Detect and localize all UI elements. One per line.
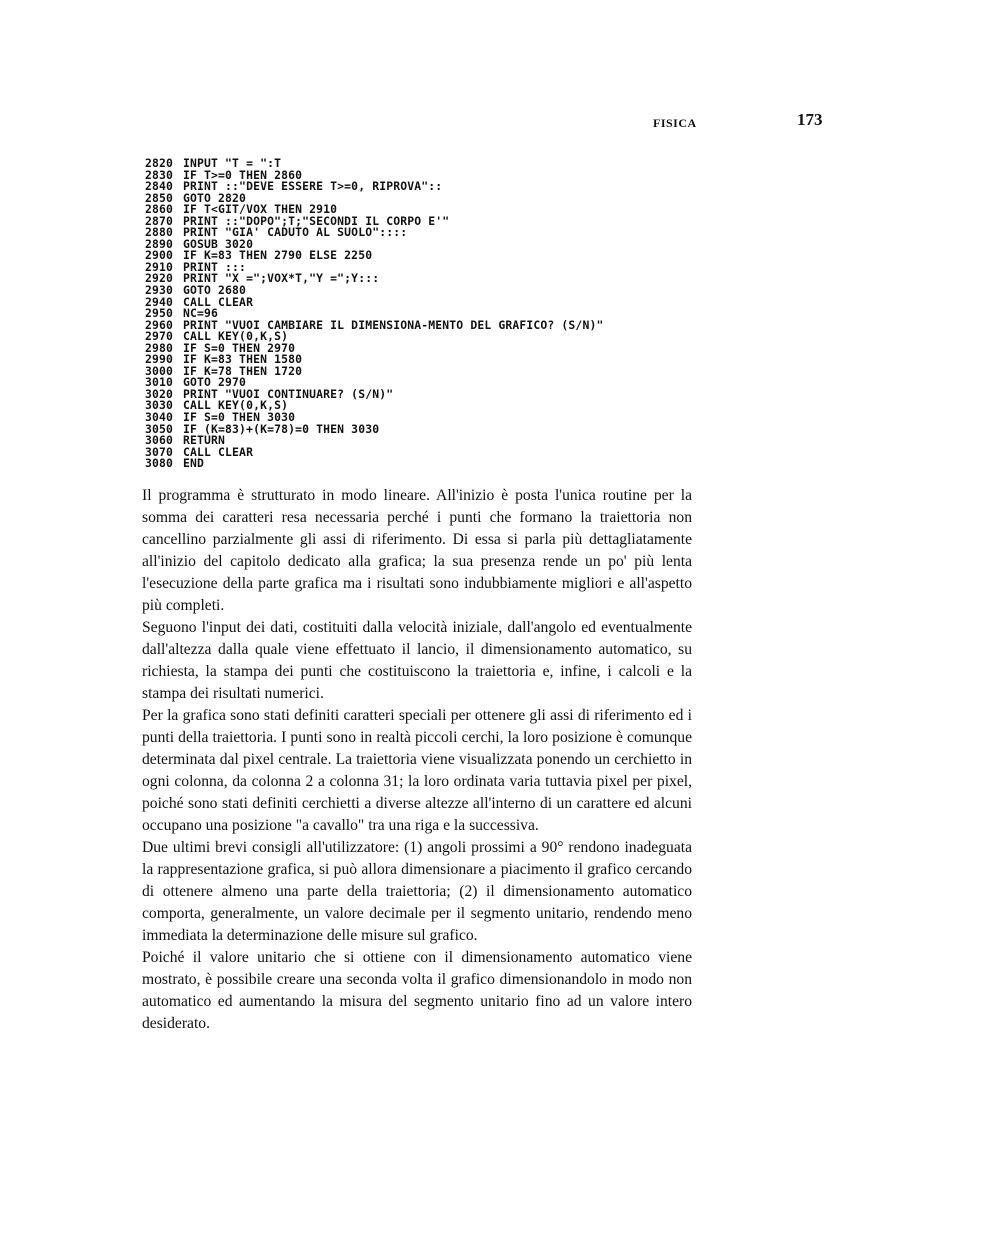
code-statement: IF T>=0 THEN 2860 xyxy=(183,167,303,182)
code-statement: CALL CLEAR xyxy=(183,294,254,309)
line-number: 2980 xyxy=(145,340,174,355)
line-number: 2900 xyxy=(145,248,174,263)
code-line xyxy=(145,421,865,436)
line-number: 3040 xyxy=(145,410,174,425)
line-number: 2830 xyxy=(145,167,174,182)
body-text xyxy=(142,485,692,1035)
line-number: 2940 xyxy=(145,294,174,309)
paragraph: Seguono l'input dei dati, costituiti dalla velocità iniziale, dall'angolo ed eventualmente dall'altezza dalla quale viene effettuato il lancio, il dimensionamento automatico, su richiesta, la stampa dei punti che costituiscono la traiettoria e, infine, i calcoli e la stampa dei risultati numerici. xyxy=(142,619,692,702)
code-statement: IF S=0 THEN 3030 xyxy=(183,410,296,425)
line-number: 2880 xyxy=(145,225,174,240)
line-number: 3010 xyxy=(145,375,174,390)
line-number: 2970 xyxy=(145,329,174,344)
line-number: 2960 xyxy=(145,317,174,332)
line-number: 2920 xyxy=(145,271,174,286)
paragraph: Il programma è strutturato in modo lineare. All'inizio è posta l'unica routine per la somma dei caratteri resa necessaria perché i punti che formano la traiettoria non cancellino parzialmente gli assi di riferimento. Di essa si parla più dettagliatamente all'inizio del capitolo dedicato alla grafica; la sua presenza rende un po' più lenta l'esecuzione della parte grafica ma i risultati sono indubbiamente migliori e all'aspetto più completi. xyxy=(142,487,692,614)
code-statement: END xyxy=(183,456,205,471)
code-line xyxy=(145,181,865,193)
line-number: 2870 xyxy=(145,213,174,228)
code-statement: CALL KEY(0,K,S) xyxy=(183,329,289,344)
line-number: 2840 xyxy=(145,179,174,194)
code-statement: PRINT "VUOI CONTINUARE? (S/N)" xyxy=(183,386,394,401)
code-statement: CALL CLEAR xyxy=(183,444,254,459)
code-line xyxy=(145,273,865,285)
paragraph: Due ultimi brevi consigli all'utilizzatore: (1) angoli prossimi a 90° rendono inadeguata la rappresentazione grafica, si può allora dimensionare a piacimento il grafico cercando di ottenere almeno una parte della traiettoria; (2) il dimensionamento automatico comporta, generalmente, un valore decimale per il segmento unitario, rendendo meno immediata la determinazione delle misure sul grafico. xyxy=(142,839,692,944)
code-statement: PRINT "GIA' CADUTO AL SUOLO":::: xyxy=(183,225,408,240)
line-number: 3030 xyxy=(145,398,174,413)
code-statement: GOTO 2680 xyxy=(183,283,247,298)
page-number: 173 xyxy=(797,110,823,129)
running-title: FISICA xyxy=(653,116,697,130)
code-statement: IF K=83 THEN 1580 xyxy=(183,352,303,367)
line-number: 2990 xyxy=(145,352,174,367)
line-number: 3020 xyxy=(145,386,174,401)
page-header xyxy=(0,0,1000,140)
line-number: 2860 xyxy=(145,202,174,217)
line-number: 2890 xyxy=(145,236,174,251)
code-statement: IF S=0 THEN 2970 xyxy=(183,340,296,355)
line-number: 3060 xyxy=(145,433,174,448)
line-number: 2820 xyxy=(145,156,174,170)
line-number: 3000 xyxy=(145,363,174,378)
code-statement: PRINT ::: xyxy=(183,259,247,274)
code-statement: NC=96 xyxy=(183,306,219,321)
code-statement: RETURN xyxy=(183,433,226,448)
line-number: 2850 xyxy=(145,190,174,205)
line-number: 3050 xyxy=(145,421,174,436)
line-number: 2910 xyxy=(145,259,174,274)
code-statement: IF K=78 THEN 1720 xyxy=(183,363,303,378)
line-number: 3070 xyxy=(145,444,174,459)
line-number: 2930 xyxy=(145,283,174,298)
code-statement: PRINT ::"DOPO";T;"SECONDI IL CORPO E'" xyxy=(183,213,450,228)
line-number: 2950 xyxy=(145,306,174,321)
code-statement: PRINT "VUOI CAMBIARE IL DIMENSIONA-MENTO DEL GRAFICO? (S/N)" xyxy=(183,317,604,332)
line-number: 3080 xyxy=(145,456,174,471)
paragraph: Per la grafica sono stati definiti caratteri speciali per ottenere gli assi di riferimento ed i punti della traiettoria. I punti sono in realtà piccoli cerchi, la loro posizione è comunque determinata dal pixel centrale. La traiettoria viene visualizzata ponendo un cerchietto in ogni colonna, da colonna 2 a colonna 31; la loro ordinata varia tuttavia pixel per pixel, poiché sono stati definiti cerchietti a diverse altezze all'interno di un carattere ed alcuni occupano una posizione "a cavallo" tra una riga e la successiva. xyxy=(142,707,692,834)
basic-code-listing xyxy=(145,158,865,470)
code-statement: GOTO 2970 xyxy=(183,375,247,390)
paragraph: Poiché il valore unitario che si ottiene con il dimensionamento automatico viene mostrato, è possibile creare una seconda volta il grafico dimensionandolo in modo non automatico ed aumentando la misura del segmento unitario fino ad un valore intero desiderato. xyxy=(142,949,692,1032)
code-statement: PRINT ::"DEVE ESSERE T>=0, RIPROVA":: xyxy=(183,179,443,194)
code-line xyxy=(145,458,865,470)
code-statement: INPUT "T = ":T xyxy=(183,156,282,170)
code-line xyxy=(145,294,865,309)
code-statement: CALL KEY(0,K,S) xyxy=(183,398,289,413)
code-line xyxy=(145,250,865,262)
code-statement: PRINT "X =";VOX*T,"Y =";Y::: xyxy=(183,271,380,286)
code-statement: IF K=83 THEN 2790 ELSE 2250 xyxy=(183,248,373,263)
code-statement: IF T<GIT/VOX THEN 2910 xyxy=(183,202,338,217)
code-line xyxy=(145,444,865,459)
code-line xyxy=(145,363,865,378)
code-statement: GOTO 2820 xyxy=(183,190,247,205)
code-statement: GOSUB 3020 xyxy=(183,236,254,251)
code-statement: IF (K=83)+(K=78)=0 THEN 3030 xyxy=(183,421,380,436)
